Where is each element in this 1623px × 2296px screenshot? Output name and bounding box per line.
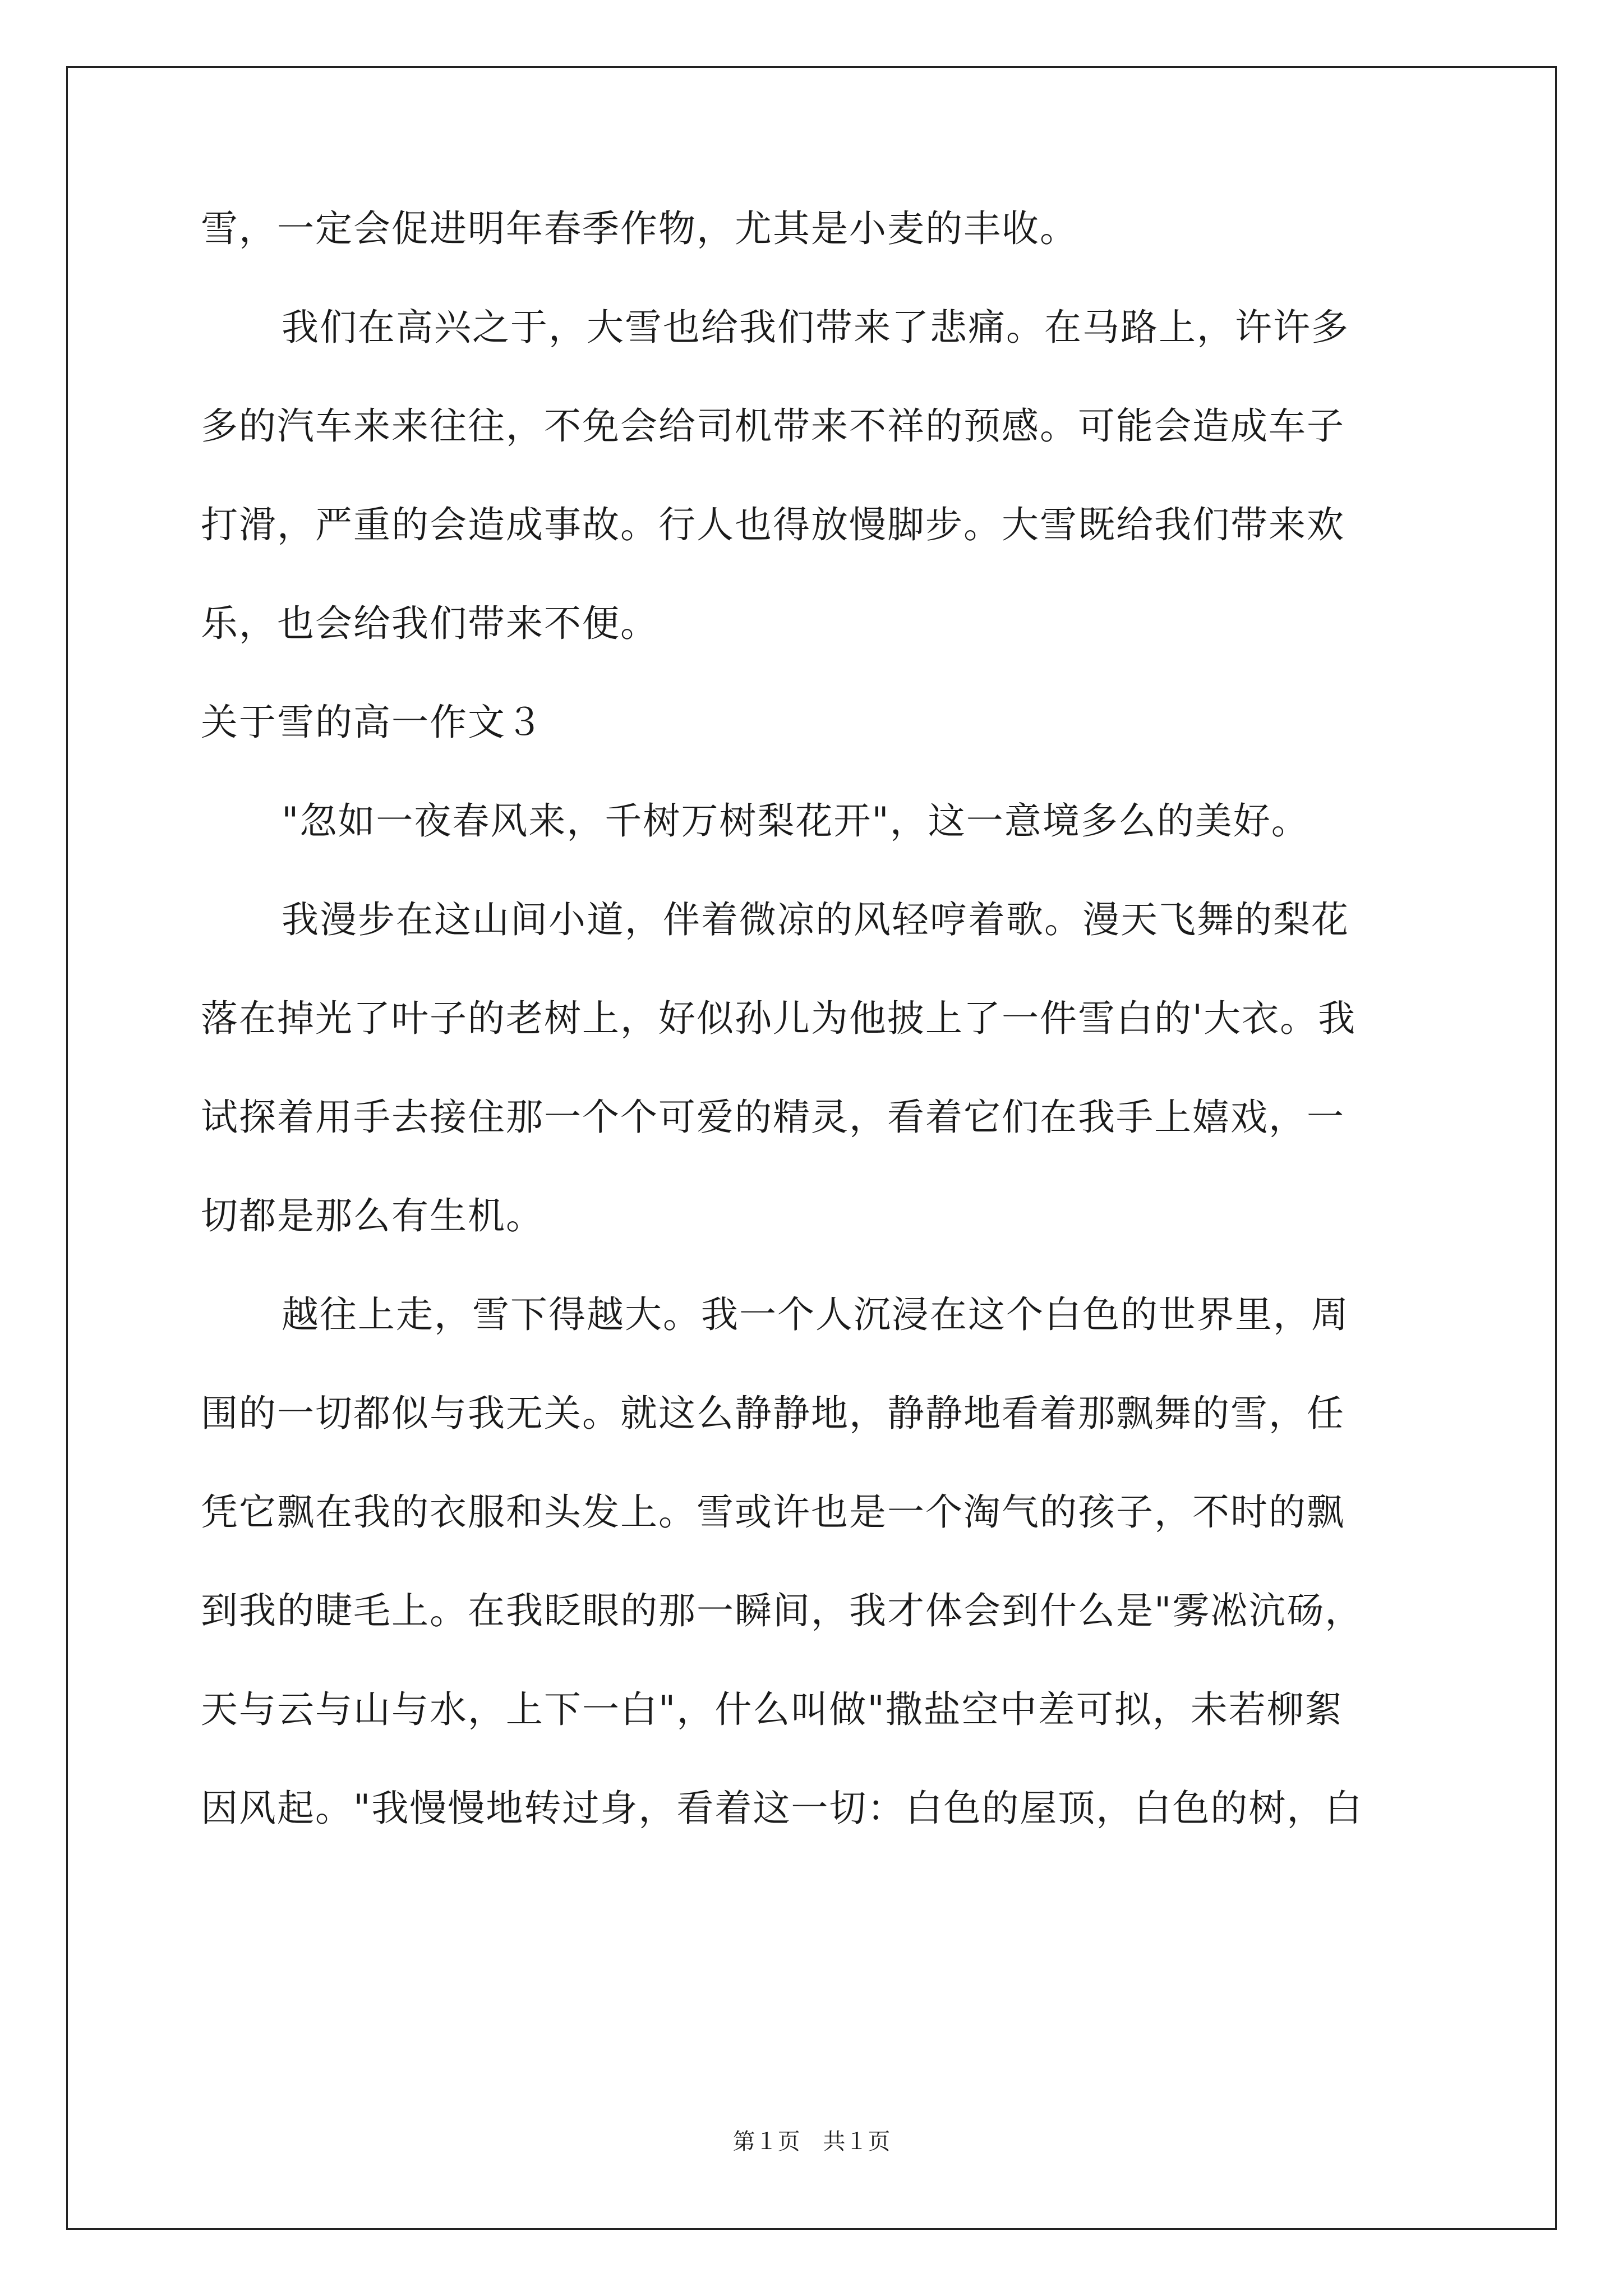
text-line: 试探着用手去接住那一个个可爱的精灵，看着它们在我手上嬉戏，一 xyxy=(201,1096,1345,1139)
text-line: 雪，一定会促进明年春季作物，尤其是小麦的丰收。 xyxy=(201,207,1078,250)
text-line: 切都是那么有生机。 xyxy=(201,1194,544,1237)
text-line: 打滑，严重的会造成事故。行人也得放慢脚步。大雪既给我们带来欢 xyxy=(201,503,1345,546)
paragraph-start: "忽如一夜春风来，千树万树梨花开"，这一意境多么的美好。 xyxy=(282,799,1310,843)
page-total: 共１页 xyxy=(823,2129,891,2155)
text-line: 天与云与山与水，上下一白"，什么叫做"撒盐空中差可拟，未若柳絮 xyxy=(201,1688,1343,1731)
text-line: 因风起。"我慢慢地转过身，看着这一切：白色的屋顶，白色的树，白 xyxy=(201,1787,1363,1830)
text-line: 围的一切都似与我无关。就这么静静地，静静地看着那飘舞的雪，任 xyxy=(201,1392,1345,1435)
page-number: 第１页 xyxy=(732,2129,800,2155)
text-line: 凭它飘在我的衣服和头发上。雪或许也是一个淘气的孩子，不时的飘 xyxy=(201,1490,1345,1534)
text-line: 落在掉光了叶子的老树上，好似孙儿为他披上了一件雪白的'大衣。我 xyxy=(201,997,1357,1040)
text-line: 多的汽车来来往往，不免会给司机带来不祥的预感。可能会造成车子 xyxy=(201,404,1345,448)
section-heading: 关于雪的高一作文３ xyxy=(201,701,544,744)
page-border xyxy=(66,66,1557,2230)
paragraph-start: 我们在高兴之于，大雪也给我们带来了悲痛。在马路上，许许多 xyxy=(282,306,1349,349)
paragraph-start: 越往上走，雪下得越大。我一个人沉浸在这个白色的世界里，周 xyxy=(282,1293,1349,1336)
text-line: 乐，也会给我们带来不便。 xyxy=(201,602,658,645)
page-footer xyxy=(0,2126,1623,2157)
text-line: 到我的睫毛上。在我眨眼的那一瞬间，我才体会到什么是"雾凇沆砀， xyxy=(201,1589,1363,1632)
paragraph-start: 我漫步在这山间小道，伴着微凉的风轻哼着歌。漫天飞舞的梨花 xyxy=(282,898,1349,941)
